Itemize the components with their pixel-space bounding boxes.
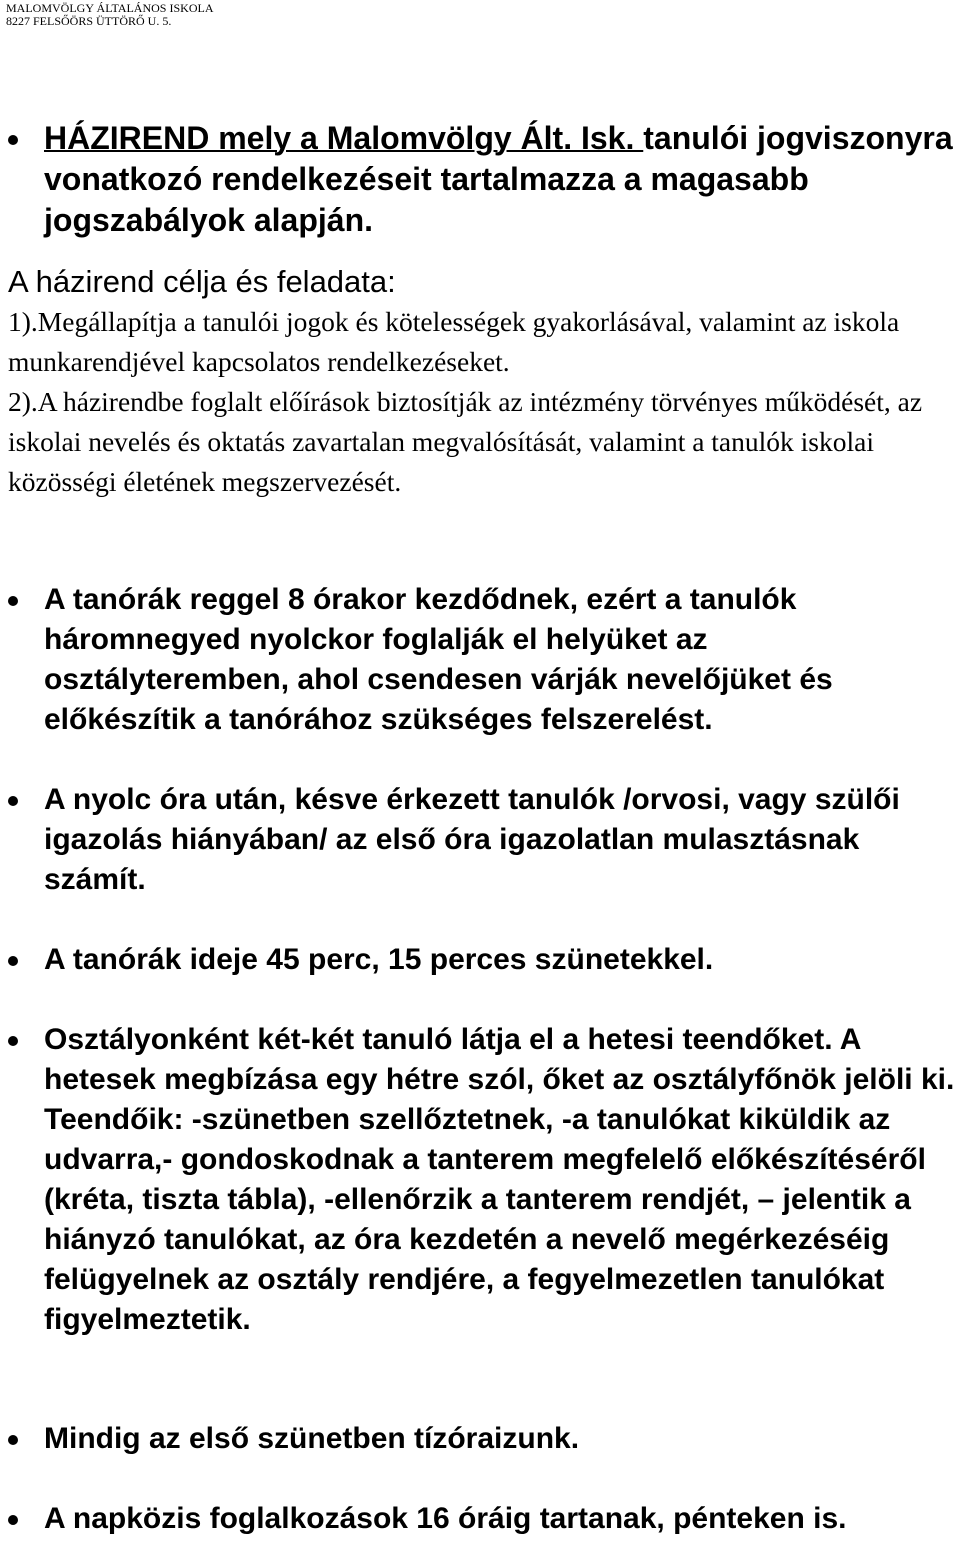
document-title [44,118,954,241]
title-rest: tanulói jogviszonyra vonatkozó rendelkezéseit tartalmazza a magasabb jogszabályok alapján. [44,120,953,238]
purpose-point-1: 1).Megállapítja a tanulói jogok és kötelességek gyakorlásával, valamint az iskola munkarendjével kapcsolatos rendelkezéseket. [8,306,900,377]
bullet-icon [8,596,18,606]
school-name: MALOMVÖLGY ÁLTALÁNOS ISKOLA [6,1,214,15]
rule-item: A tanórák reggel 8 órakor kezdődnek, ezért a tanulók háromnegyed nyolckor foglalják el helyüket az osztályteremben, ahol csendesen várják nevelőjüket és előkészítik a tanórához szükséges felszerelést. [44,583,833,736]
rule-item: Osztályonként két-két tanuló látja el a hetesi teendőket. A hetesek megbízása egy hétre szól, őket az osztályfőnök jelöli ki. Teendőik: -szünetben szellőztetnek, -a tanulókat kiküldik az udvarra,- gondoskodnak a tanterem megfelelő előkészítéséről (kréta, tiszta tábla), -ellenőrzik a tanterem rendjét, – jelentik a hiányzó tanulókat, az óra kezdetén a nevelő megérkezéséig felügyelnek az osztály rendjére, a fegyelmezetlen tanulókat figyelmeztetik. [44,1023,955,1336]
purpose-point-2: 2).A házirendbe foglalt előírások biztosítják az intézmény törvényes működését, az iskolai nevelés és oktatás zavartalan megvalósítását, valamint a tanulók iskolai közösségi életének megszervezését. [8,386,923,497]
bullet-icon [8,1515,18,1525]
title-underlined: HÁZIREND mely a Malomvölgy Ált. Isk. [44,120,644,156]
school-header [6,2,213,28]
rule-item: A tanórák ideje 45 perc, 15 perces szünetekkel. [44,943,714,976]
bullet-icon [8,796,18,806]
bullet-icon [8,956,18,966]
bullet-icon [8,1036,18,1046]
rule-item: A nyolc óra után, késve érkezett tanulók /orvosi, vagy szülői igazolás hiányában/ az első óra igazolatlan mulasztásnak számít. [44,783,900,896]
bullet-icon [8,1435,18,1445]
rule-item: Mindig az első szünetben tízóraizunk. [44,1422,580,1455]
rule-item: A napközis foglalkozások 16 óráig tartanak, pénteken is. [44,1502,847,1535]
purpose-heading: A házirend célja és feladata: [8,264,396,299]
school-address: 8227 FELSŐÖRS ÜTTÖRŐ U. 5. [6,14,172,28]
bullet-icon [8,135,18,145]
